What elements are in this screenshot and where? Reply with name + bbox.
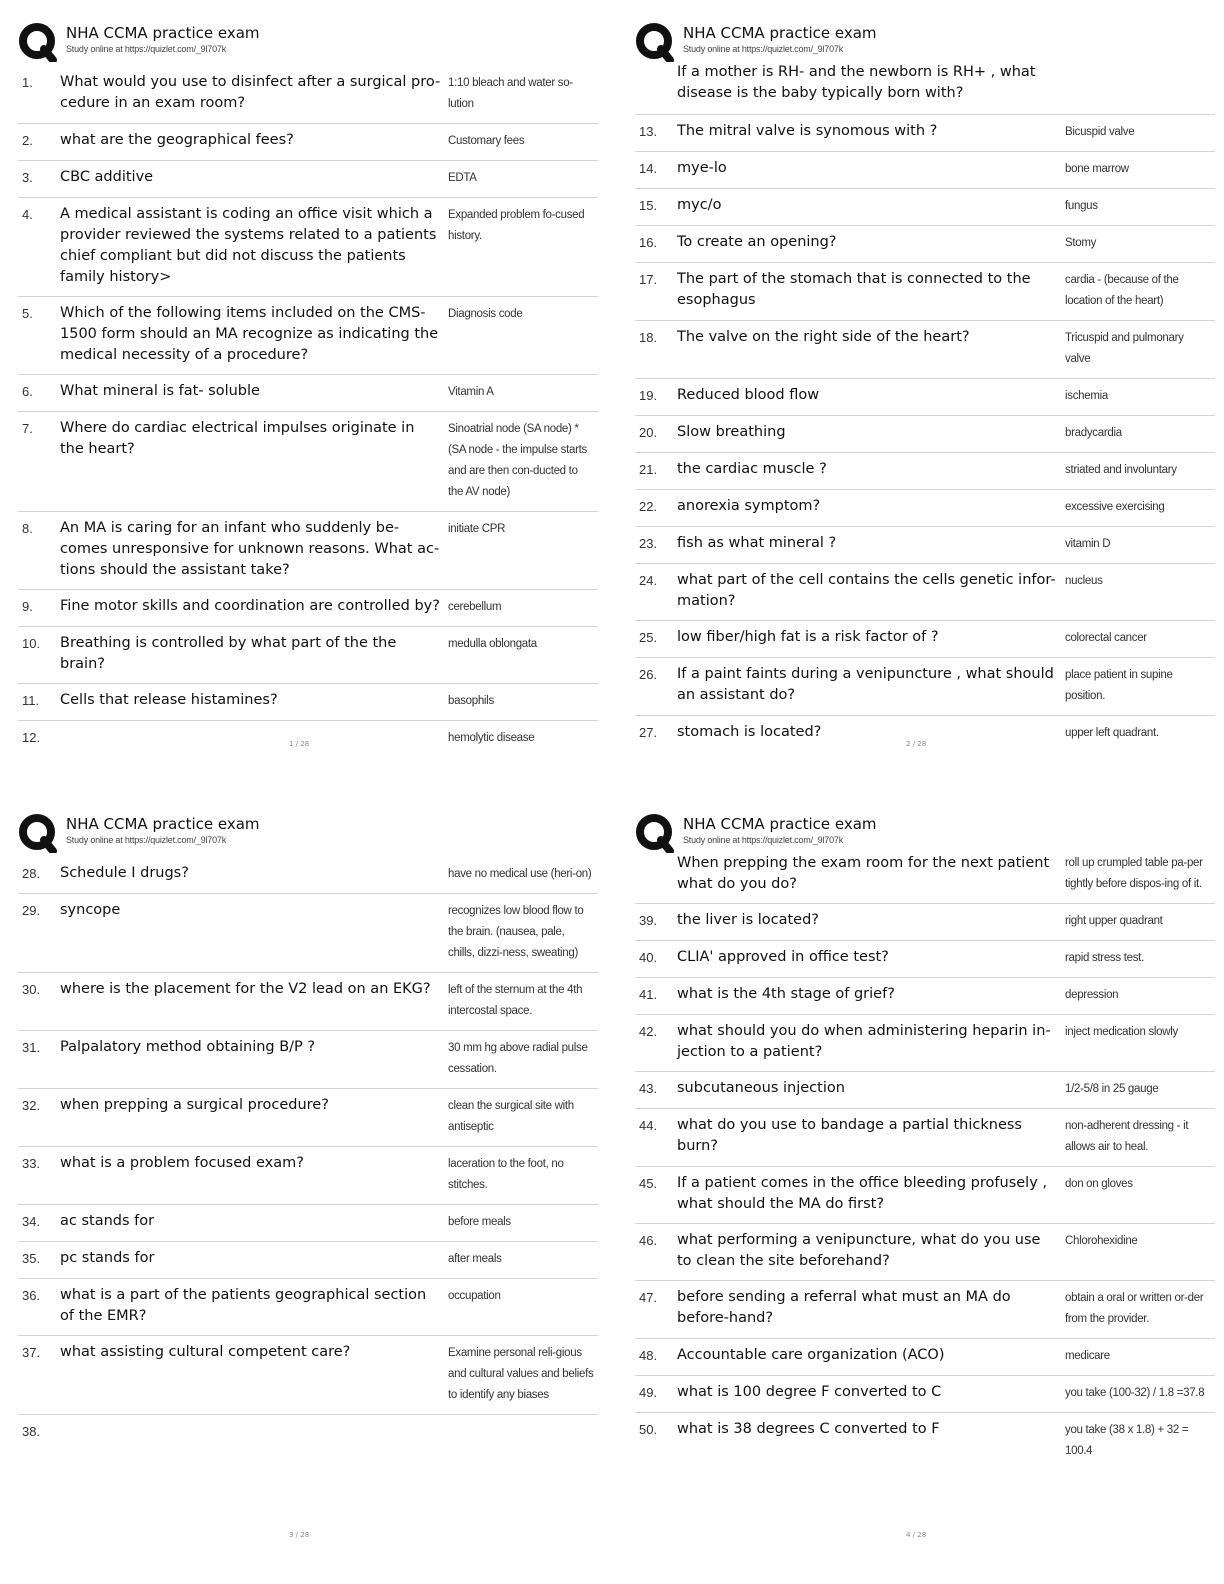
answer-text: Customary fees — [448, 135, 525, 147]
question-text: ac stands for — [60, 1213, 155, 1229]
question-number: 15. — [639, 198, 658, 213]
quizlet-logo-icon — [635, 22, 675, 62]
answer-text: you take (38 x 1.8) + 32 = 100.4 — [1065, 1424, 1189, 1457]
question-number: 5. — [22, 306, 33, 321]
answer-text: don on gloves — [1065, 1178, 1133, 1190]
qa-row — [18, 1336, 598, 1415]
qa-row — [635, 941, 1215, 978]
qa-row — [18, 1147, 598, 1205]
answer-text: vitamin D — [1065, 538, 1111, 550]
question-text: what is a problem focused exam? — [60, 1155, 304, 1171]
answer-text: excessive exercising — [1065, 501, 1165, 513]
question-number: 9. — [22, 599, 33, 614]
answer-text: Stomy — [1065, 237, 1097, 249]
answer-text: cerebellum — [448, 601, 502, 613]
question-number: 39. — [639, 913, 658, 928]
qa-row — [635, 1109, 1215, 1167]
question-text: syncope — [60, 902, 121, 918]
question-text — [60, 721, 448, 749]
question-number: 11. — [22, 693, 40, 708]
question-text: Which of the following items included on the CMS-1500 form should an MA recognize as indicating the medical necessity of a procedure? — [60, 305, 439, 363]
question-number: 14. — [639, 161, 658, 176]
question-number: 10. — [22, 636, 41, 651]
question-number: 25. — [639, 630, 658, 645]
question-text: What would you use to disinfect after a surgical pro-cedure in an exam room? — [60, 74, 441, 111]
question-text: myc/o — [677, 197, 722, 213]
answer-text: depression — [1065, 989, 1119, 1001]
qa-row — [18, 412, 598, 512]
page-footer: 4 / 28 — [906, 1531, 927, 1539]
continued-row — [635, 853, 1215, 904]
quizlet-logo-icon — [18, 22, 58, 62]
question-number: 47. — [639, 1290, 658, 1305]
question-number: 31. — [22, 1040, 41, 1055]
page-header — [635, 20, 1215, 66]
question-number: 3. — [22, 170, 33, 185]
question-number: 49. — [639, 1385, 658, 1400]
qa-row — [635, 226, 1215, 263]
answer-text: place patient in supine position. — [1065, 669, 1173, 702]
question-number: 36. — [22, 1288, 41, 1303]
quizlet-logo-icon — [635, 813, 675, 853]
answer-text: clean the surgical site with antiseptic — [448, 1100, 574, 1133]
question-number: 29. — [22, 903, 41, 918]
qa-list — [635, 904, 1215, 1470]
qa-row — [18, 1205, 598, 1242]
question-text: what do you use to bandage a partial thickness burn? — [677, 1117, 1022, 1154]
question-text: before sending a referral what must an MA do before-hand? — [677, 1289, 1011, 1326]
qa-row — [18, 1031, 598, 1089]
answer-text: obtain a oral or written or-der from the provider. — [1065, 1292, 1204, 1325]
question-text: Breathing is controlled by what part of the the brain? — [60, 635, 397, 672]
question-number: 45. — [639, 1176, 658, 1191]
qa-row — [635, 621, 1215, 658]
question-text — [60, 1415, 448, 1439]
question-text: The valve on the right side of the heart? — [677, 329, 970, 345]
answer-text: cardia - (because of the location of the heart) — [1065, 274, 1179, 307]
page-2 — [635, 20, 1215, 752]
qa-row — [18, 66, 598, 124]
question-number: 28. — [22, 866, 41, 881]
question-number: 16. — [639, 235, 658, 250]
question-text: the cardiac muscle ? — [677, 461, 827, 477]
answer-text: before meals — [448, 1216, 511, 1228]
answer-text: fungus — [1065, 200, 1098, 212]
question-number: 24. — [639, 573, 658, 588]
page-subtitle: Study online at https://quizlet.com/_9l707k — [66, 835, 227, 845]
question-text: The part of the stomach that is connected to the esophagus — [677, 271, 1031, 308]
question-number: 46. — [639, 1233, 658, 1248]
question-text: Reduced blood flow — [677, 387, 820, 403]
answer-text: hemolytic disease — [448, 732, 535, 744]
answer-text: non-adherent dressing - it allows air to heal. — [1065, 1120, 1189, 1153]
answer-text: occupation — [448, 1290, 501, 1302]
question-number: 33. — [22, 1156, 41, 1171]
question-text: what assisting cultural competent care? — [60, 1344, 351, 1360]
qa-row — [18, 124, 598, 161]
question-text: what is a part of the patients geographical section of the EMR? — [60, 1287, 427, 1324]
answer-text: inject medication slowly — [1065, 1026, 1178, 1038]
answer-text: Expanded problem fo-cused history. — [448, 209, 585, 242]
page-title: NHA CCMA practice exam — [683, 815, 877, 833]
qa-row — [18, 590, 598, 627]
page-subtitle: Study online at https://quizlet.com/_9l707k — [66, 44, 227, 54]
qa-row — [635, 1167, 1215, 1224]
qa-row — [635, 453, 1215, 490]
qa-row — [635, 1339, 1215, 1376]
page-1 — [18, 20, 598, 757]
question-number: 42. — [639, 1024, 658, 1039]
question-number: 12. — [22, 730, 41, 745]
question-text: CBC additive — [60, 169, 154, 185]
answer-text: Bicuspid valve — [1065, 126, 1135, 138]
page-header — [18, 20, 598, 66]
qa-list — [635, 115, 1215, 752]
question-text: To create an opening? — [677, 234, 837, 250]
answer-text: striated and involuntary — [1065, 464, 1177, 476]
question-text: when prepping a surgical procedure? — [60, 1097, 329, 1113]
answer-text: nucleus — [1065, 575, 1103, 587]
page-header — [18, 811, 598, 857]
qa-row — [18, 1089, 598, 1147]
question-number: 41. — [639, 987, 658, 1002]
answer-text: medulla oblongata — [448, 638, 537, 650]
answer-text: 1/2-5/8 in 25 gauge — [1065, 1083, 1159, 1095]
qa-row — [635, 904, 1215, 941]
qa-row — [18, 1415, 598, 1447]
answer-text: EDTA — [448, 172, 477, 184]
quizlet-logo-icon — [18, 813, 58, 853]
question-text: what is the 4th stage of grief? — [677, 986, 895, 1002]
question-number: 22. — [639, 499, 658, 514]
answer-text: after meals — [448, 1253, 502, 1265]
qa-row — [635, 1413, 1215, 1470]
qa-row — [18, 297, 598, 375]
qa-row — [18, 512, 598, 590]
page-header — [635, 811, 1215, 857]
page-title: NHA CCMA practice exam — [66, 815, 260, 833]
question-number: 43. — [639, 1081, 658, 1096]
answer-text: ischemia — [1065, 390, 1108, 402]
question-number: 8. — [22, 521, 33, 536]
qa-row — [18, 1242, 598, 1279]
question-text: The mitral valve is synomous with ? — [677, 123, 938, 139]
question-text: If a mother is RH- and the newborn is RH+ , what disease is the baby typically born with? — [677, 64, 1036, 101]
answer-text — [448, 1415, 594, 1439]
answer-text: Examine personal reli-gious and cultural values and beliefs to identify any biases — [448, 1347, 594, 1401]
question-number: 26. — [639, 667, 658, 682]
qa-row — [635, 527, 1215, 564]
qa-row — [18, 684, 598, 721]
question-number: 48. — [639, 1348, 658, 1363]
answer-text: Sinoatrial node (SA node) *(SA node - the impulse starts and are then con-ducted to the AV node) — [448, 423, 587, 498]
qa-row — [635, 379, 1215, 416]
answer-text: bradycardia — [1065, 427, 1122, 439]
question-text: what should you do when administering heparin in-jection to a patient? — [677, 1023, 1051, 1060]
question-number: 23. — [639, 536, 658, 551]
answer-text: you take (100-32) / 1.8 =37.8 — [1065, 1387, 1205, 1399]
page-subtitle: Study online at https://quizlet.com/_9l707k — [683, 44, 844, 54]
answer-text: roll up crumpled table pa-per tightly before dispos-ing of it. — [1065, 857, 1203, 890]
question-text: anorexia symptom? — [677, 498, 821, 514]
question-number: 50. — [639, 1422, 658, 1437]
qa-row — [18, 894, 598, 973]
question-text: When prepping the exam room for the next patient what do you do? — [677, 855, 1050, 892]
question-text: mye-lo — [677, 160, 727, 176]
answer-text: Tricuspid and pulmonary valve — [1065, 332, 1184, 365]
question-number: 44. — [639, 1118, 658, 1133]
question-text: where is the placement for the V2 lead on an EKG? — [60, 981, 431, 997]
qa-row — [635, 1224, 1215, 1281]
qa-row — [18, 375, 598, 412]
question-text: Slow breathing — [677, 424, 786, 440]
question-text: An MA is caring for an infant who suddenly be-comes unresponsive for unknown reasons. What ac-tions should the assistant take? — [60, 520, 440, 578]
question-number: 7. — [22, 421, 33, 436]
answer-text: right upper quadrant — [1065, 915, 1163, 927]
question-number: 1. — [22, 75, 33, 90]
page-footer: 1 / 28 — [289, 740, 310, 748]
question-text: fish as what mineral ? — [677, 535, 837, 551]
question-number: 2. — [22, 133, 33, 148]
question-text: Cells that release histamines? — [60, 692, 278, 708]
answer-text: Chlorohexidine — [1065, 1235, 1138, 1247]
page-4 — [635, 811, 1215, 1470]
qa-row — [635, 189, 1215, 226]
question-text: If a paint faints during a venipuncture , what should an assistant do? — [677, 666, 1054, 703]
qa-row — [635, 152, 1215, 189]
answer-text: Diagnosis code — [448, 308, 523, 320]
page-title: NHA CCMA practice exam — [66, 24, 260, 42]
question-text: what is 38 degrees C converted to F — [677, 1421, 940, 1437]
answer-text: laceration to the foot, no stitches. — [448, 1158, 564, 1191]
question-text: If a patient comes in the office bleeding profusely , what should the MA do first? — [677, 1175, 1047, 1212]
question-text: Accountable care organization (ACO) — [677, 1347, 945, 1363]
question-number: 38. — [22, 1424, 41, 1439]
question-text: What mineral is fat- soluble — [60, 383, 260, 399]
answer-text: bone marrow — [1065, 163, 1129, 175]
question-text: what performing a venipuncture, what do you use to clean the site beforehand? — [677, 1232, 1041, 1269]
qa-row — [18, 973, 598, 1031]
answer-text: 30 mm hg above radial pulse cessation. — [448, 1042, 588, 1075]
qa-list — [18, 857, 598, 1447]
question-text: what is 100 degree F converted to C — [677, 1384, 942, 1400]
page-footer: 3 / 28 — [289, 1531, 310, 1539]
qa-row — [18, 161, 598, 198]
qa-row — [635, 321, 1215, 379]
question-number: 18. — [639, 330, 658, 345]
question-text: Schedule I drugs? — [60, 865, 189, 881]
question-number: 6. — [22, 384, 33, 399]
qa-row — [635, 1281, 1215, 1339]
qa-list — [18, 66, 598, 757]
qa-row — [18, 721, 598, 757]
question-text: Fine motor skills and coordination are controlled by? — [60, 598, 440, 614]
qa-row — [635, 1072, 1215, 1109]
answer-text: 1:10 bleach and water so-lution — [448, 77, 573, 110]
question-text: pc stands for — [60, 1250, 155, 1266]
qa-row — [635, 658, 1215, 716]
qa-row — [18, 857, 598, 894]
question-number: 21. — [639, 462, 658, 477]
answer-text: colorectal cancer — [1065, 632, 1147, 644]
qa-row — [18, 198, 598, 297]
page-title: NHA CCMA practice exam — [683, 24, 877, 42]
question-number: 19. — [639, 388, 658, 403]
answer-text: have no medical use (heri-on) — [448, 868, 592, 880]
question-text: stomach is located? — [677, 724, 822, 740]
qa-row — [18, 627, 598, 684]
qa-row — [635, 263, 1215, 321]
qa-row — [635, 978, 1215, 1015]
question-number: 17. — [639, 272, 658, 287]
qa-row — [635, 564, 1215, 621]
question-text: subcutaneous injection — [677, 1080, 845, 1096]
question-text: Palpalatory method obtaining B/P ? — [60, 1039, 316, 1055]
question-number: 32. — [22, 1098, 41, 1113]
qa-row — [635, 416, 1215, 453]
question-number: 4. — [22, 207, 33, 222]
page-subtitle: Study online at https://quizlet.com/_9l707k — [683, 835, 844, 845]
question-number: 37. — [22, 1345, 41, 1360]
question-text: what are the geographical fees? — [60, 132, 294, 148]
qa-row — [635, 1376, 1215, 1413]
question-text: low fiber/high fat is a risk factor of ? — [677, 629, 939, 645]
question-number: 34. — [22, 1214, 41, 1229]
qa-row — [18, 1279, 598, 1336]
continued-row — [635, 62, 1215, 115]
question-text: what part of the cell contains the cells genetic infor-mation? — [677, 572, 1056, 609]
qa-row — [635, 1015, 1215, 1072]
question-text: CLIA' approved in office test? — [677, 949, 889, 965]
page-3 — [18, 811, 598, 1447]
page-footer: 2 / 28 — [906, 740, 927, 748]
question-number: 13. — [639, 124, 658, 139]
question-text: A medical assistant is coding an office visit which a provider reviewed the systems related to a patients chief compliant but did not discuss the patients family history> — [60, 206, 437, 285]
question-number: 30. — [22, 982, 41, 997]
answer-text: upper left quadrant. — [1065, 727, 1159, 739]
answer-text: rapid stress test. — [1065, 952, 1144, 964]
question-number: 27. — [639, 725, 658, 740]
answer-text: Vitamin A — [448, 386, 494, 398]
question-number: 35. — [22, 1251, 41, 1266]
question-number: 40. — [639, 950, 658, 965]
question-number: 20. — [639, 425, 658, 440]
answer-text: initiate CPR — [448, 523, 506, 535]
answer-text: recognizes low blood flow to the brain. (nausea, pale, chills, dizzi-ness, sweating) — [448, 905, 584, 959]
question-text: Where do cardiac electrical impulses originate in the heart? — [60, 420, 415, 457]
answer-text: basophils — [448, 695, 494, 707]
qa-row — [635, 490, 1215, 527]
answer-text: medicare — [1065, 1350, 1110, 1362]
qa-row — [635, 115, 1215, 152]
question-text: the liver is located? — [677, 912, 819, 928]
answer-text: left of the sternum at the 4th intercostal space. — [448, 984, 583, 1017]
